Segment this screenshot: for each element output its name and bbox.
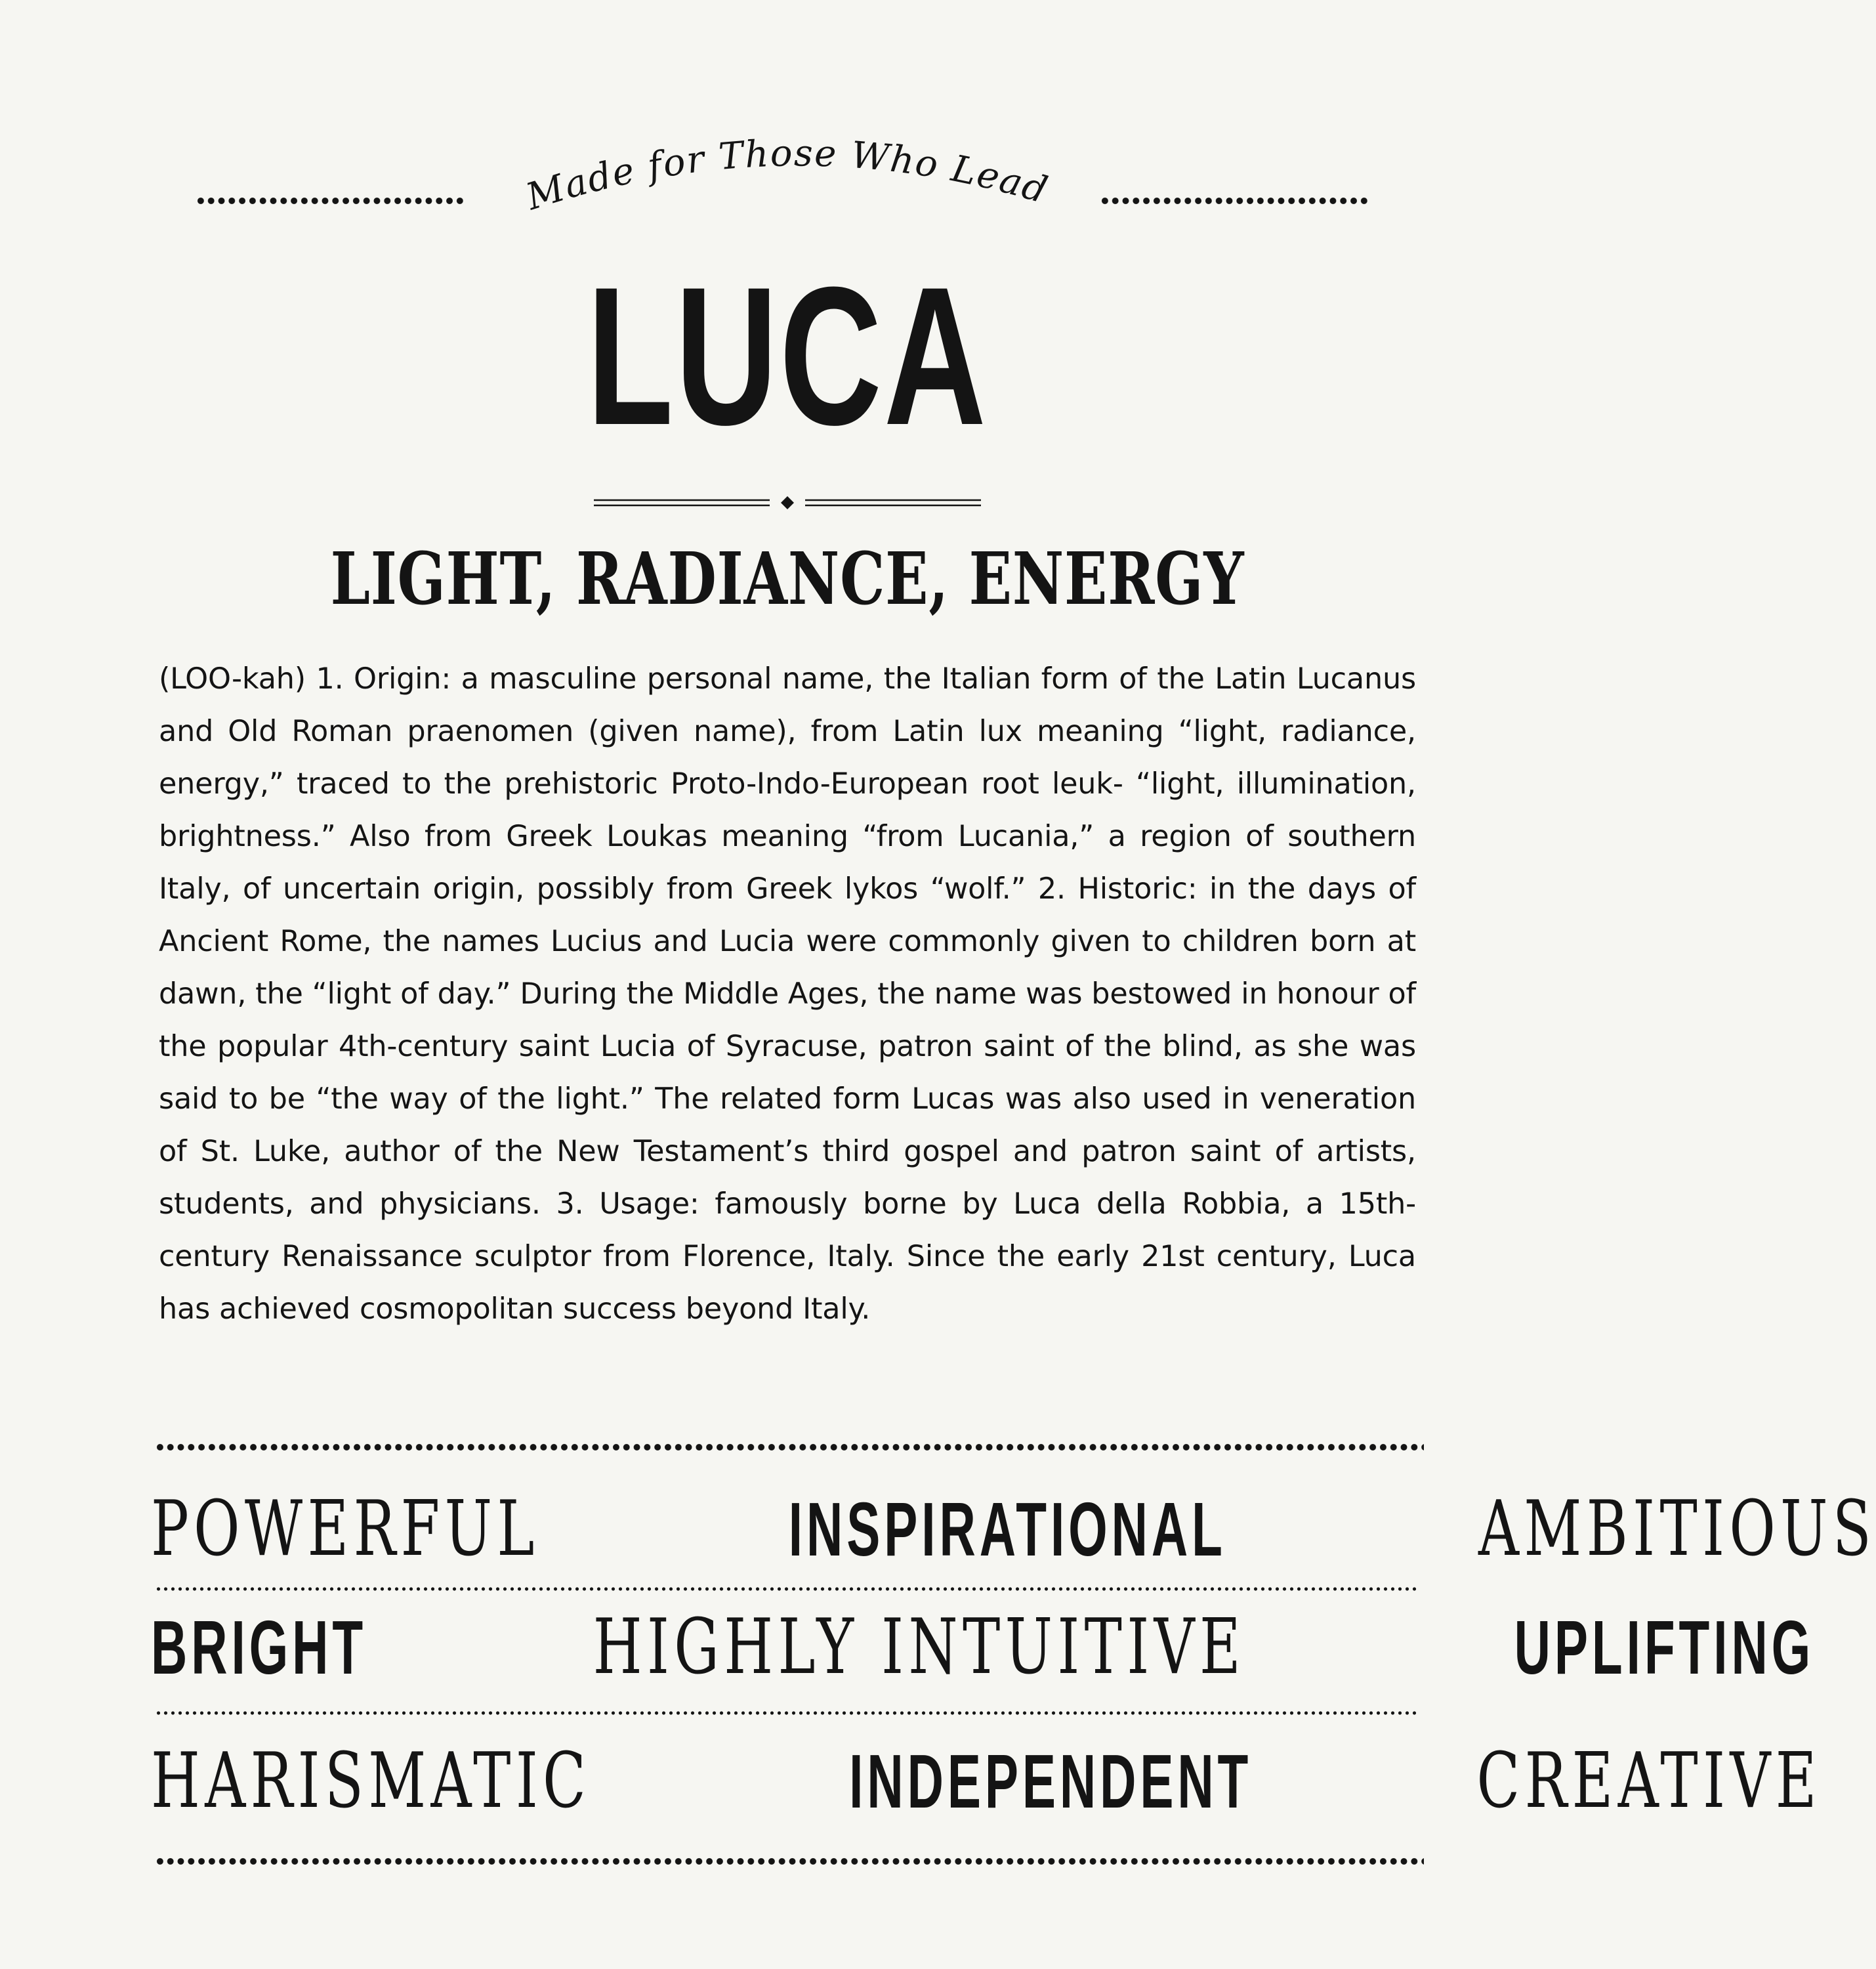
meaning-subtitle: LIGHT, RADIANCE, ENERGY — [330, 536, 1245, 621]
trait-row-3 — [151, 1737, 1822, 1825]
trait-ambitious: AMBITIOUS — [1478, 1485, 1876, 1573]
trait-row-1 — [151, 1485, 1876, 1573]
trait-row-2 — [151, 1603, 1815, 1691]
trait-inspirational: INSPIRATIONAL — [788, 1487, 1226, 1572]
bottom-dotted-divider — [155, 1857, 1424, 1865]
trait-bright: BRIGHT — [151, 1605, 367, 1690]
trait-independent: INDEPENDENT — [848, 1739, 1252, 1824]
trait-uplifting: UPLIFTING — [1514, 1605, 1815, 1690]
trait-divider-2 — [155, 1711, 1417, 1715]
name-title: LUCA — [587, 245, 988, 466]
tagline-text: Made for Those Who Lead — [521, 132, 1053, 219]
trait-highly-intuitive: HIGHLY INTUITIVE — [593, 1603, 1245, 1691]
trait-powerful: POWERFUL — [151, 1485, 539, 1573]
tagline-arc — [499, 105, 1076, 236]
trait-harismatic: HARISMATIC — [151, 1737, 591, 1825]
description-paragraph: (LOO-kah) 1. Origin: a masculine personal name, the Italian form of the Latin Lucanus and Old Roman praenomen (given name), from Latin lux meaning “light, radiance, energy,” traced to the prehistoric Proto-Indo-European root leuk- “light, illumination, brightness.” Also from Greek Loukas meaning “from Lucania,” a region of southern Italy, of uncertain origin, possibly from Greek lykos “wolf.” 2. Historic: in the days of Ancient Rome, the names Lucius and Lucia were commonly given to children born at dawn, the “light of day.” During the Middle Ages, the name was bestowed in honour of the popular 4th-century saint Lucia of Syracuse, patron saint of the blind, as she was said to be “the way of the light.” The related form Lucas was also used in veneration of St. Luke, author of the New Testament’s third gospel and patron saint of artists, students, and physicians. 3. Usage: famously borne by Luca della Robbia, a 15th-century Renaissance sculptor from Florence, Italy. Since the early 21st century, Luca has achieved cosmopolitan success beyond Italy. — [159, 662, 1416, 1326]
trait-creative: CREATIVE — [1476, 1737, 1822, 1825]
trait-divider-1 — [155, 1587, 1417, 1591]
top-right-dotted-divider — [1100, 197, 1369, 205]
ornament-divider — [594, 495, 981, 511]
diamond-icon — [781, 496, 794, 509]
description-bottom-divider — [155, 1443, 1424, 1451]
top-left-dotted-divider — [196, 197, 465, 205]
